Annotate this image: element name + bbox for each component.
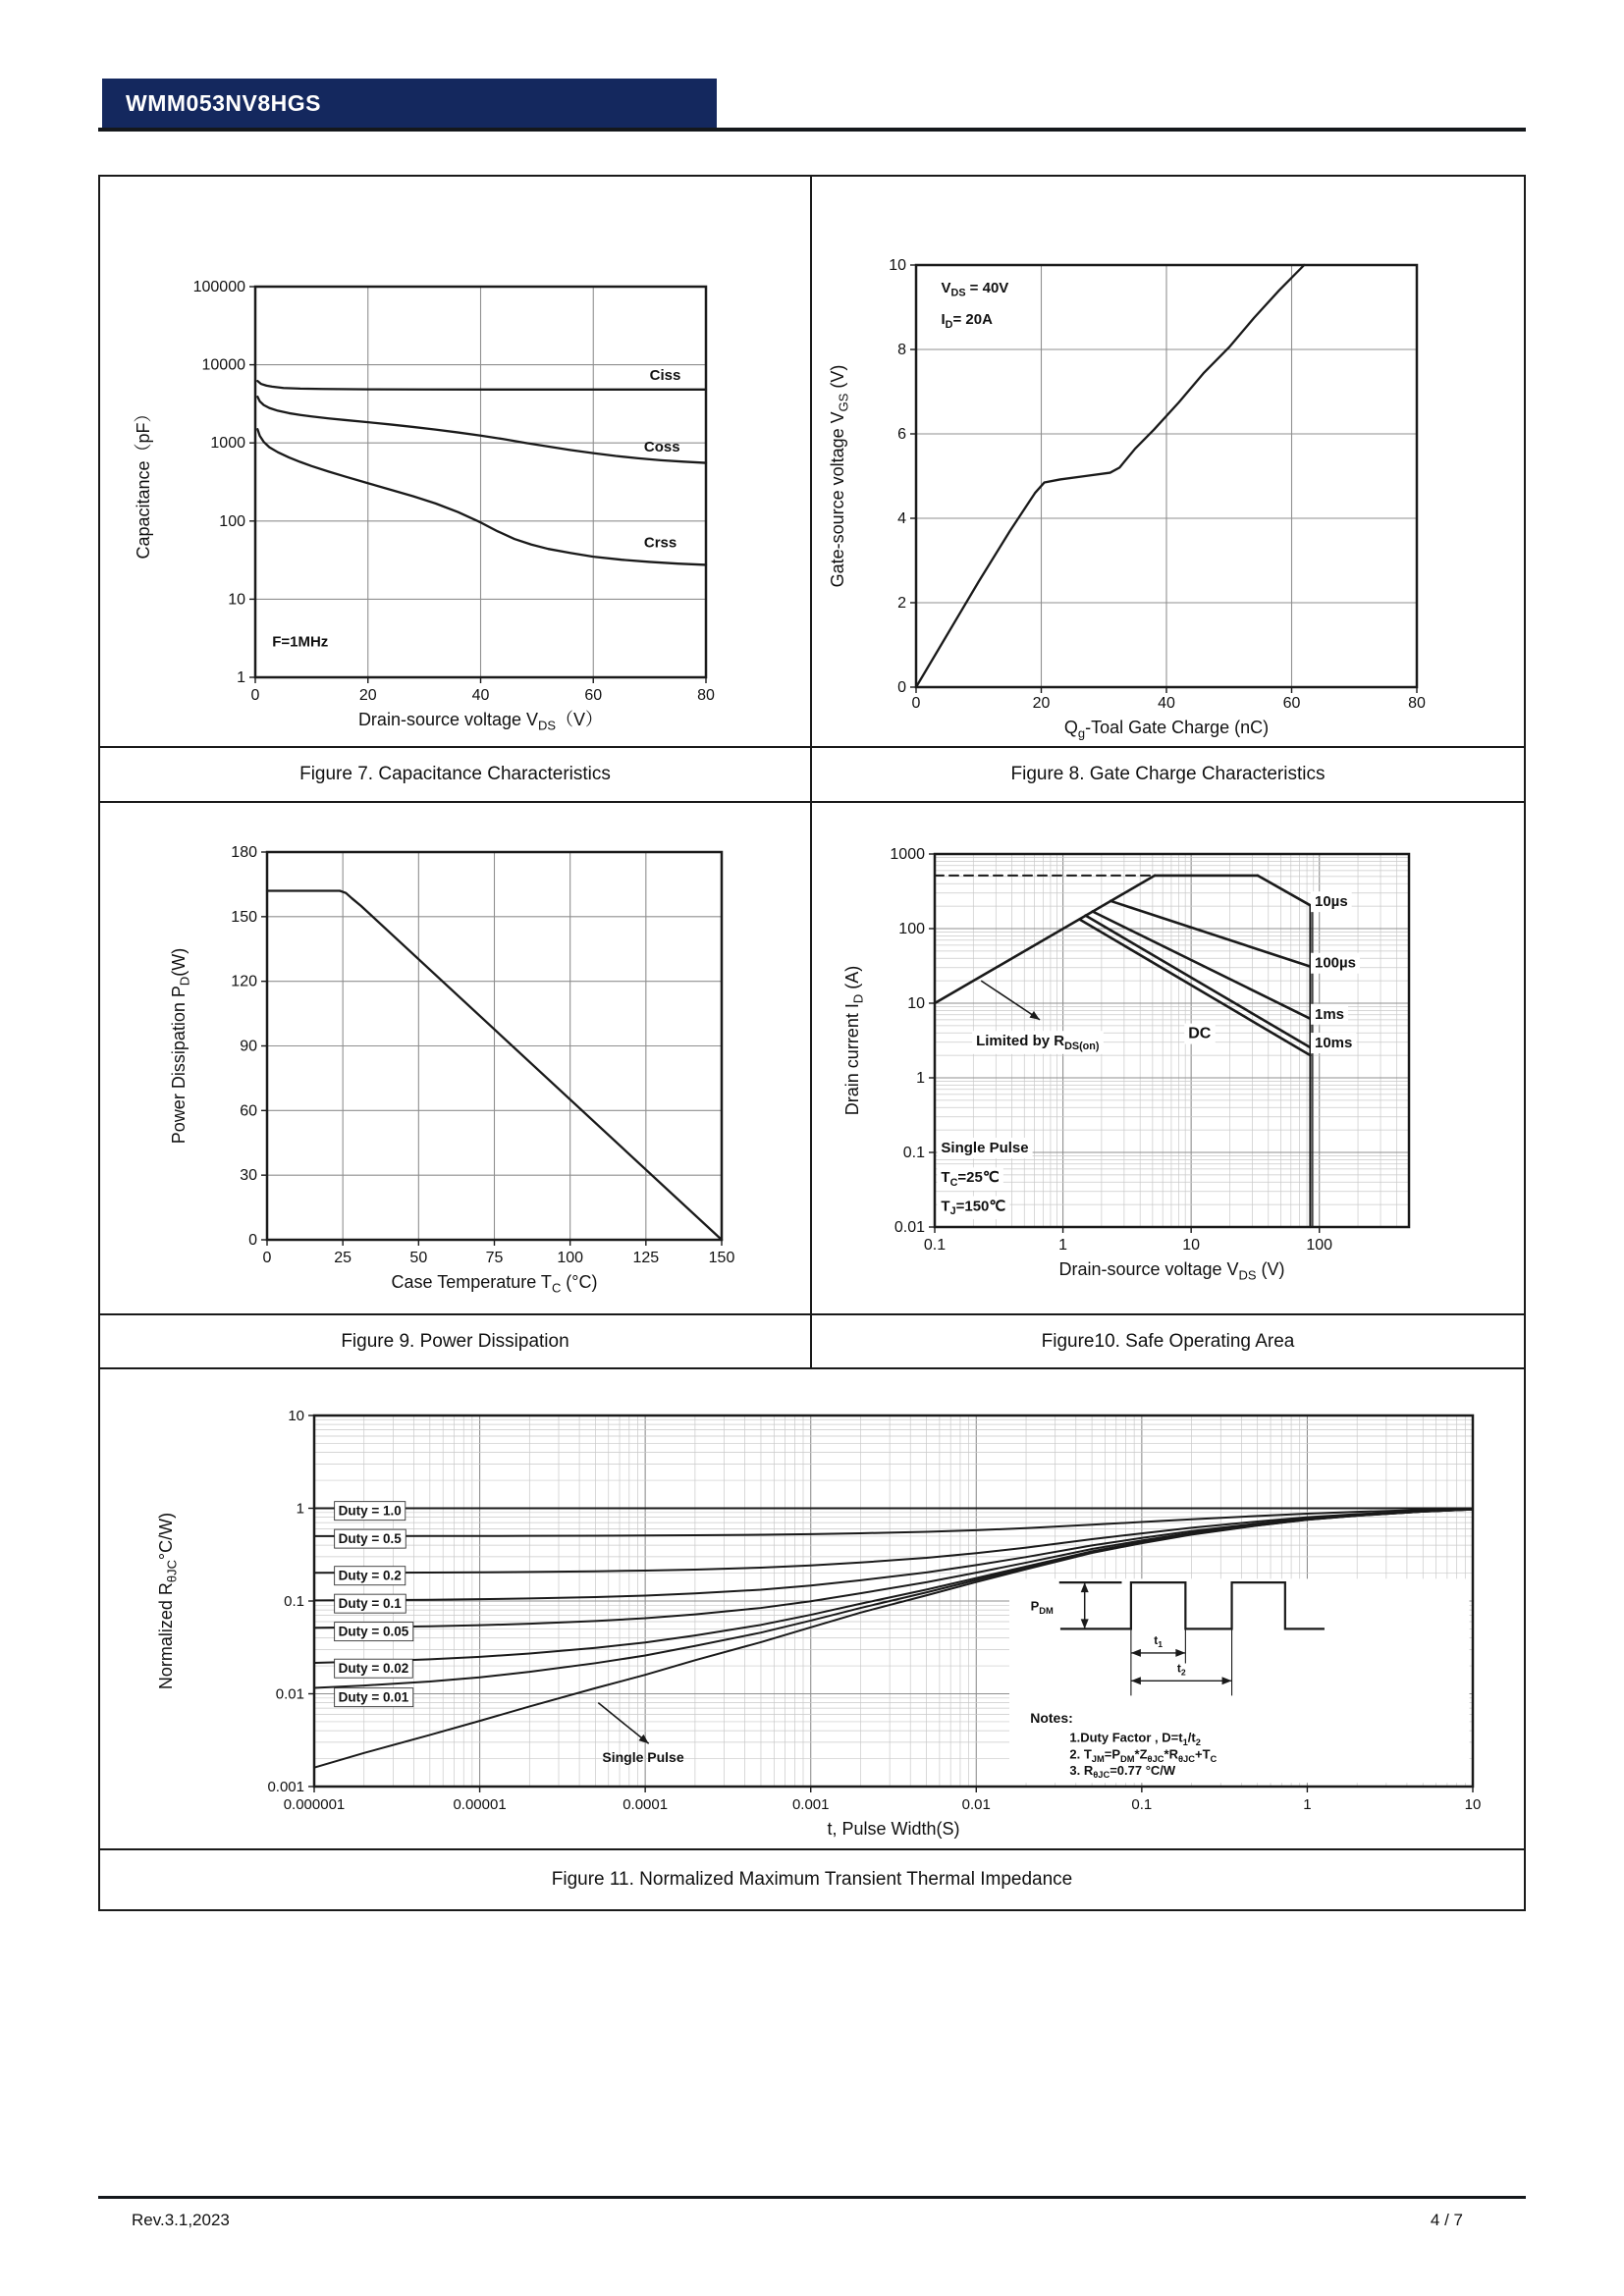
x-axis-label: t, Pulse Width(S): [827, 1819, 960, 1839]
x-tick-label: 150: [708, 1250, 735, 1266]
capacitance-characteristics-chart: [100, 177, 810, 746]
y-tick-label: 90: [240, 1038, 257, 1055]
y-tick-label: 100000: [192, 279, 245, 295]
y-tick-label: 10000: [201, 356, 245, 374]
axes: [134, 279, 715, 732]
annotation-label: Duty = 0.02: [338, 1661, 409, 1677]
x-axis-label: Drain-source voltage $V_{DS}$ (V): [1058, 1259, 1285, 1283]
x-axis-label: Case Temperature $T_C$ (°C): [391, 1272, 598, 1296]
figure-11-cell: [100, 1369, 1524, 1850]
figure-8-cell: [812, 177, 1524, 748]
annotation-label: Single Pulse: [941, 1140, 1029, 1156]
y-tick-label: 1000: [890, 846, 925, 863]
series: [916, 265, 1304, 687]
x-tick-label: 100: [1306, 1237, 1333, 1254]
annotation-label: Duty = 0.1: [338, 1596, 402, 1612]
x-tick-label: 40: [1158, 695, 1175, 712]
series-Ciss: [257, 381, 706, 390]
y-tick-label: 30: [240, 1167, 257, 1185]
figure-7-cell: [100, 177, 812, 748]
annotation-label: Duty = 0.5: [338, 1531, 402, 1547]
figure-10-cell: [812, 803, 1524, 1315]
note-line: 1.Duty Factor , $D=t_1/t_2$: [1069, 1730, 1201, 1747]
series-t-10us: [1258, 876, 1311, 905]
series-Crss: [257, 429, 706, 564]
x-tick-label: 1: [1058, 1237, 1068, 1254]
y-tick-label: 0.1: [902, 1145, 925, 1161]
series: [257, 381, 706, 564]
series-rds-limit: [935, 876, 1155, 1003]
annotation-label: 100µs: [1315, 954, 1357, 972]
footer-divider: [98, 2196, 1526, 2199]
x-tick-label: 0.01: [961, 1796, 991, 1813]
annotations: [272, 367, 680, 650]
annotation-label: $T_C=25℃$: [941, 1169, 1000, 1189]
x-tick-label: 10: [1464, 1796, 1482, 1813]
footer-revision: Rev.3.1,2023: [132, 2211, 230, 2229]
safe-operating-area-chart: [812, 803, 1522, 1313]
x-tick-label: 0.1: [1131, 1796, 1153, 1813]
x-tick-label: 100: [557, 1250, 584, 1266]
header-divider: [98, 128, 1526, 132]
x-tick-label: 40: [471, 687, 490, 704]
header-banner: [102, 79, 717, 128]
footer-page-number: 4 / 7: [1430, 2211, 1463, 2229]
series-t-1ms: [1093, 911, 1311, 1018]
y-tick-label: 0.1: [284, 1593, 304, 1610]
figure-10-caption: Figure10. Safe Operating Area: [812, 1315, 1524, 1369]
grid: [267, 852, 722, 1240]
y-tick-label: 10: [907, 995, 925, 1012]
annotation-label: Coss: [643, 438, 680, 455]
annotation-label: Ciss: [649, 367, 681, 385]
note-line: 2. $T_{JM}=P_{DM}*Z_{\theta JC}*R_{\theta JC}+T_C$: [1069, 1746, 1218, 1764]
x-tick-label: 0: [250, 687, 260, 704]
x-tick-label: 1: [1303, 1796, 1312, 1813]
x-tick-label: 10: [1182, 1237, 1201, 1254]
figure-table: [98, 175, 1526, 1911]
grid: [255, 287, 706, 677]
axes: [828, 257, 1426, 740]
page-title: WMM053NV8HGS: [126, 89, 321, 116]
x-tick-label: 0: [262, 1250, 272, 1266]
x-tick-label: 80: [1408, 695, 1426, 712]
x-tick-label: 0.000001: [283, 1796, 346, 1813]
y-tick-label: 1: [296, 1500, 304, 1518]
x-tick-label: 0.1: [923, 1237, 947, 1254]
y-tick-label: 10: [288, 1408, 304, 1424]
annotation-label: 10ms: [1315, 1035, 1353, 1052]
x-axis-label: Drain-source voltage $V_{DS}(V)$: [357, 710, 604, 733]
y-tick-label: 180: [231, 844, 257, 861]
x-tick-label: 60: [1282, 695, 1301, 712]
figure-11-caption: Figure 11. Normalized Maximum Transient Thermal Impedance: [100, 1850, 1524, 1909]
y-tick-label: 1: [916, 1070, 925, 1087]
y-tick-label: 0: [897, 679, 906, 696]
x-tick-label: 80: [697, 687, 715, 704]
annotations: [335, 1502, 684, 1765]
y-tick-label: 0.01: [893, 1219, 925, 1236]
y-tick-label: 120: [231, 973, 257, 990]
annotation-label: $I_D= 20A$: [941, 311, 993, 331]
y-tick-label: 0.001: [267, 1779, 304, 1795]
figure-9-cell: [100, 803, 812, 1315]
x-tick-label: 50: [409, 1250, 428, 1266]
annotation-label: $T_J=150℃$: [941, 1198, 1006, 1218]
x-tick-label: 125: [632, 1250, 660, 1266]
y-tick-label: 0.01: [275, 1685, 304, 1703]
t2-label: $t_2$: [1176, 1661, 1186, 1678]
y-tick-label: 1000: [210, 435, 245, 453]
x-tick-label: 20: [358, 687, 377, 704]
annotation-label: Single Pulse: [602, 1748, 684, 1765]
x-tick-label: 20: [1032, 695, 1051, 712]
x-tick-label: 0.001: [791, 1796, 830, 1813]
x-tick-label: 25: [334, 1250, 352, 1266]
annotation-label: Limited by $R_{DS(on)}$: [976, 1033, 1100, 1052]
t1-label: $t_1$: [1154, 1633, 1164, 1650]
pdm-label: $P_{DM}$: [1030, 1598, 1054, 1616]
transient-thermal-impedance-chart: [100, 1369, 1522, 1848]
x-tick-label: 60: [584, 687, 603, 704]
y-axis-label: Power Dissipation $P_D(W)$: [169, 947, 192, 1145]
annotation-label: Duty = 0.01: [338, 1689, 409, 1705]
axes: [842, 846, 1332, 1282]
y-tick-label: 100: [219, 512, 245, 530]
annotation-label: $V_{DS} = 40V$: [941, 279, 1009, 299]
x-tick-label: 0.0001: [623, 1796, 669, 1813]
power-dissipation-chart: [100, 803, 810, 1313]
y-tick-label: 100: [898, 921, 925, 937]
y-tick-label: 4: [897, 510, 906, 527]
x-tick-label: 0: [911, 695, 921, 712]
figure-9-caption: Figure 9. Power Dissipation: [100, 1315, 812, 1369]
y-axis-label: Gate-source voltage $V_{GS}$ (V): [828, 364, 851, 588]
axes: [169, 844, 734, 1295]
annotation-label: Duty = 0.2: [338, 1568, 402, 1583]
annotation-label: Duty = 1.0: [338, 1503, 402, 1519]
y-tick-label: 150: [231, 908, 257, 926]
gate-charge-characteristics-chart: [812, 177, 1522, 746]
y-tick-label: 1: [237, 669, 245, 686]
y-axis-label: Capacitance（pF）: [134, 404, 153, 560]
y-axis-label: Drain current $I_D$ (A): [842, 965, 866, 1116]
x-tick-label: 0.00001: [453, 1796, 507, 1813]
grid: [916, 265, 1417, 687]
annotation-label: DC: [1188, 1025, 1212, 1042]
y-tick-label: 0: [248, 1232, 257, 1249]
x-tick-label: 75: [485, 1250, 504, 1266]
series-vgs-curve: [916, 265, 1304, 687]
figure-7-caption: Figure 7. Capacitance Characteristics: [100, 748, 812, 803]
y-tick-label: 6: [897, 426, 906, 443]
note-line: 3. $R_{\theta JC}=0.77$ °C/W: [1069, 1762, 1176, 1781]
y-axis-label: Normalized $R_{\theta JC}^\circ C/W$): [156, 1512, 180, 1690]
annotation-label: Duty = 0.05: [338, 1624, 409, 1639]
annotation-label: Crss: [643, 534, 677, 552]
x-axis-label: $Q_g$-Toal Gate Charge (nC): [1063, 718, 1270, 741]
annotation-label: 1ms: [1315, 1005, 1345, 1023]
annotation-label: 10µs: [1315, 893, 1348, 911]
y-tick-label: 8: [897, 342, 906, 358]
note-line: Notes:: [1030, 1709, 1073, 1726]
annotation-label: F=1MHz: [272, 633, 329, 651]
y-tick-label: 10: [889, 257, 906, 274]
y-tick-label: 60: [240, 1102, 257, 1120]
figure-8-caption: Figure 8. Gate Charge Characteristics: [812, 748, 1524, 803]
y-tick-label: 2: [897, 595, 906, 612]
annotations: [942, 280, 1009, 331]
y-tick-label: 10: [228, 591, 245, 609]
series-Coss: [257, 397, 706, 462]
